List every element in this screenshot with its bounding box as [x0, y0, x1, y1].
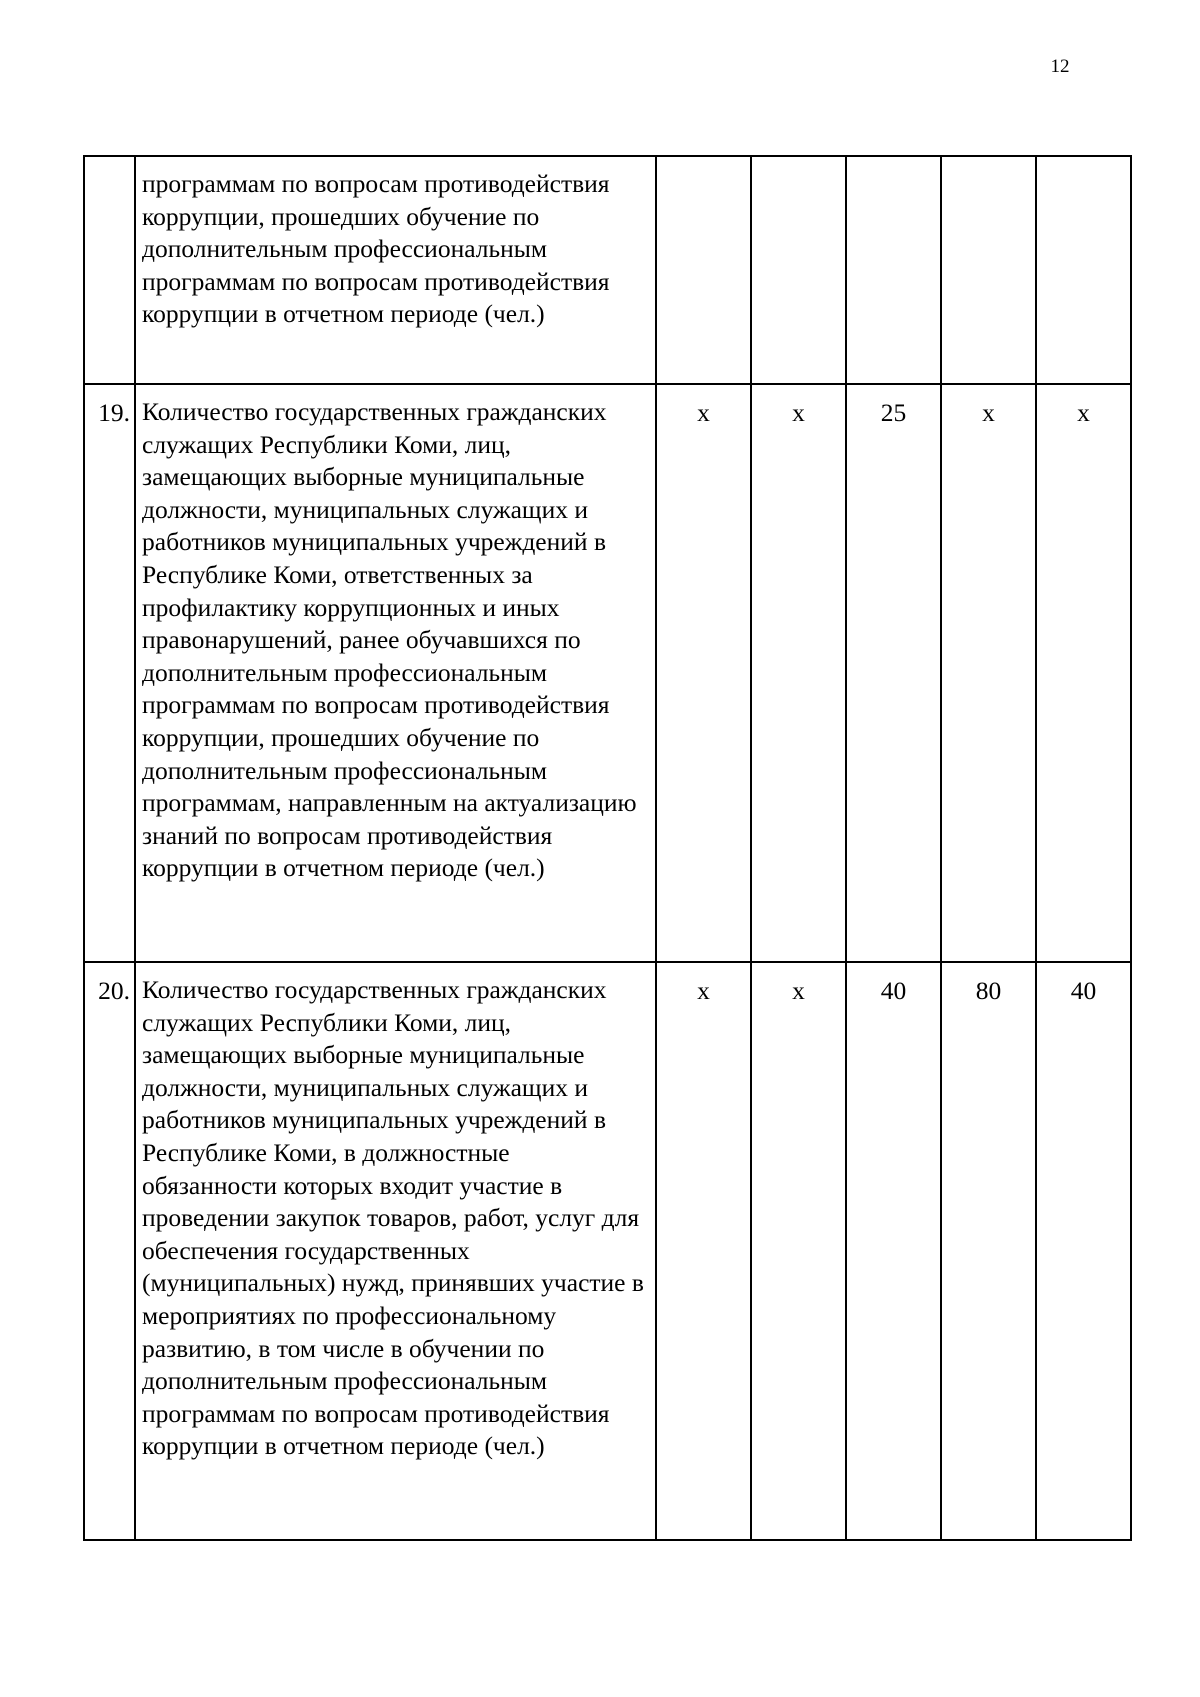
row-number: 20.	[84, 962, 135, 1540]
indicator-text: программам по вопросам противодействия коррупции, прошедших обучение по дополнительным профессиональным программам по вопросам противодействия коррупции в отчетном периоде (чел.)	[135, 156, 656, 384]
value-cell	[656, 156, 751, 384]
row-number	[84, 156, 135, 384]
value-cell: х	[656, 384, 751, 962]
value-cell: х	[656, 962, 751, 1540]
value-cell: 40	[1036, 962, 1131, 1540]
value-cell: х	[751, 384, 846, 962]
value-cell: 40	[846, 962, 941, 1540]
page-number: 12	[1050, 56, 1070, 77]
value-cell: х	[1036, 384, 1131, 962]
value-cell	[751, 156, 846, 384]
indicators-table	[83, 155, 1132, 1541]
row-number: 19.	[84, 384, 135, 962]
value-cell: 25	[846, 384, 941, 962]
value-cell	[846, 156, 941, 384]
table-row	[84, 384, 1131, 962]
indicator-text: Количество государственных гражданских служащих Республики Коми, лиц, замещающих выборные муниципальные должности, муниципальных служащих и работников муниципальных учреждений в Республике Коми, в должностные обязанности которых входит участие в проведении закупок товаров, работ, услуг для обеспечения государственных (муниципальных) нужд, принявших участие в мероприятиях по профессиональному развитию, в том числе в обучении по дополнительным профессиональным программам по вопросам противодействия коррупции в отчетном периоде (чел.)	[135, 962, 656, 1540]
value-cell: х	[941, 384, 1036, 962]
table-row	[84, 156, 1131, 384]
value-cell	[941, 156, 1036, 384]
value-cell	[1036, 156, 1131, 384]
value-cell: х	[751, 962, 846, 1540]
table-row	[84, 962, 1131, 1540]
indicator-text: Количество государственных гражданских служащих Республики Коми, лиц, замещающих выборные муниципальные должности, муниципальных служащих и работников муниципальных учреждений в Республике Коми, ответственных за профилактику коррупционных и иных правонарушений, ранее обучавшихся по дополнительным профессиональным программам по вопросам противодействия коррупции, прошедших обучение по дополнительным профессиональным программам, направленным на актуализацию знаний по вопросам противодействия коррупции в отчетном периоде (чел.)	[135, 384, 656, 962]
value-cell: 80	[941, 962, 1036, 1540]
